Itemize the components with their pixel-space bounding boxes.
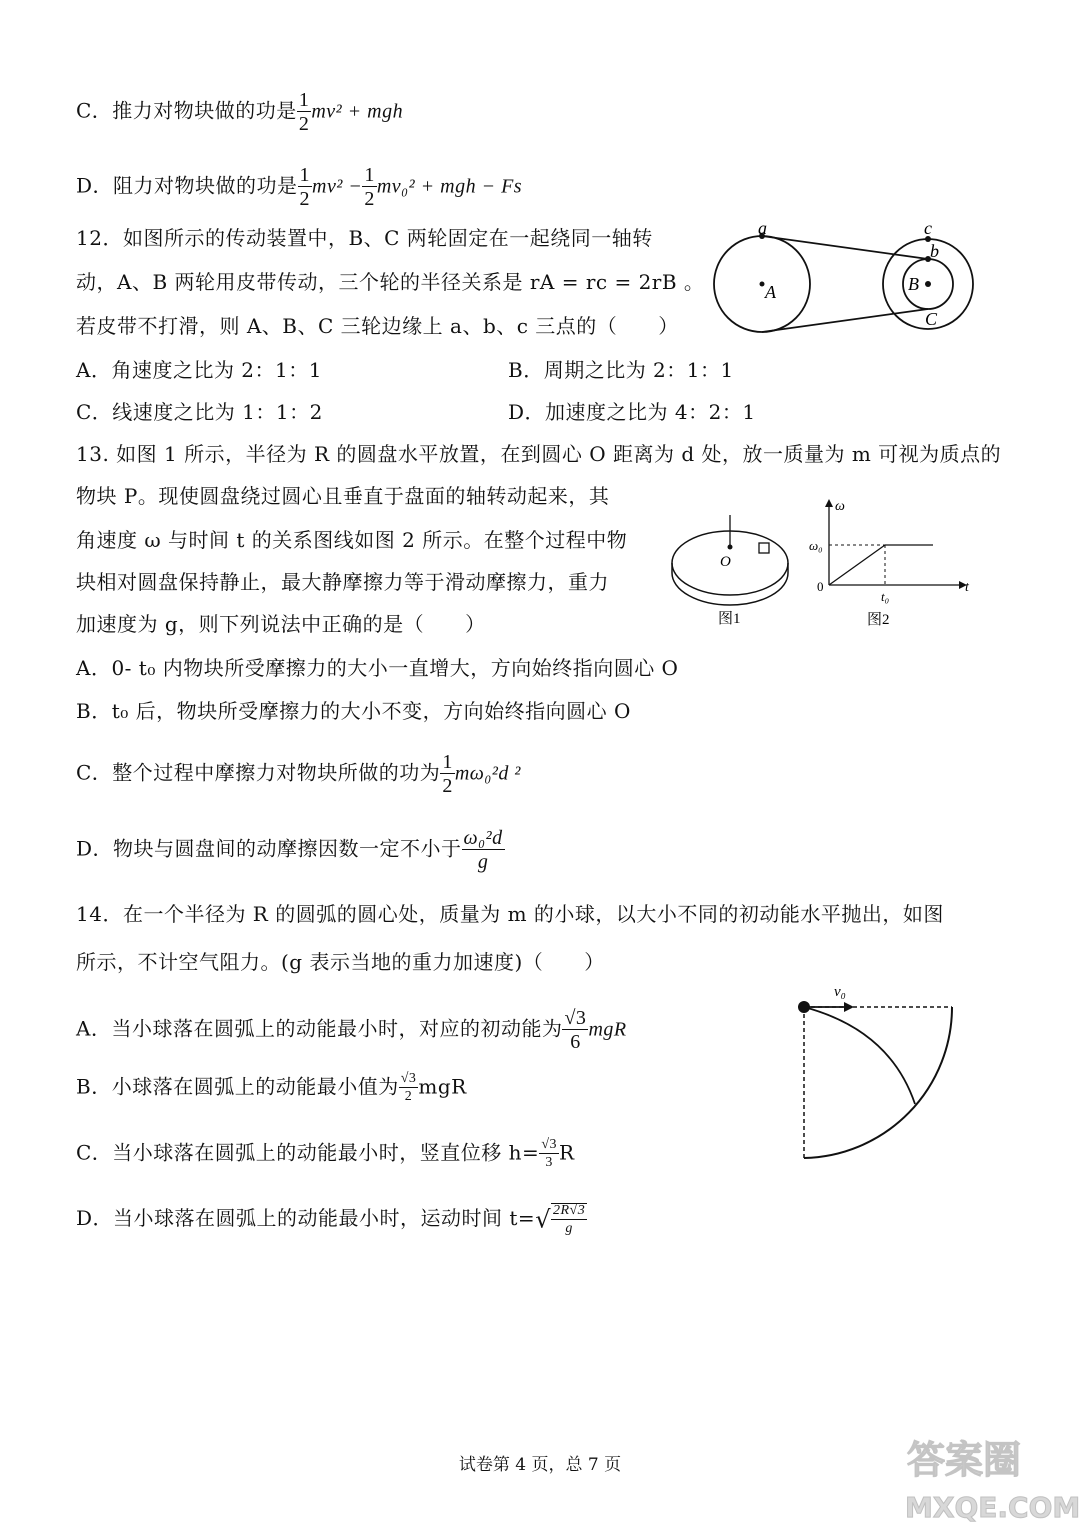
q11-option-d: D．阻力对物块做的功是 $\frac{1}{2}$ mv² − $\frac{1}{2}$ mv₀² + mgh − Fs [76,164,523,210]
label-a: a [758,222,767,238]
omega-axis-label: ω [835,499,845,514]
fraction: $\frac{\text{ω₀²d}}{g}$ [463,827,503,873]
fig2-caption: 图2 [867,612,890,628]
q12-line2: 动，A、B 两轮用皮带传动，三个轮的半径关系是 rA = rc = 2rB 。 [76,270,705,294]
q14-option-c: C．当小球落在圆弧上的动能最小时，竖直位移 h= $\frac{√3}{3}$ R [76,1137,575,1170]
fraction: $\frac{2R√3}{g}$ [552,1203,586,1236]
watermark-text: 答案圈 [907,1438,1022,1482]
q12-option-c: C．线速度之比为 1：1：2 [76,400,323,424]
label-c: c [924,222,932,238]
label-B: B [908,274,919,294]
watermark-domain: MXQE.COM [905,1491,1080,1524]
sqrt-sign: √ [535,1205,551,1234]
q13-line2: 物块 P。现使圆盘绕过圆心且垂直于盘面的轴转动起来，其 [76,484,610,508]
q13-option-c: C．整个过程中摩擦力对物块所做的功为 $\frac{1}{2}$ mω₀²d ² [76,751,521,797]
fraction: $\frac{√3}{6}$ [564,1007,587,1053]
origin-label: 0 [817,579,824,594]
projectile-arc-figure [790,980,965,1174]
q12-line3: 若皮带不打滑，则 A、B、C 三轮边缘上 a、b、c 三点的（ ） [76,314,679,338]
q13-option-b: B．t₀ 后，物块所受摩擦力的大小不变，方向始终指向圆心 O [76,699,631,723]
q14-line1: 14．在一个半径为 R 的圆弧的圆心处，质量为 m 的小球，以大小不同的初动能水平抛出，如图 [76,902,944,926]
label-C: C [925,309,938,329]
t-axis-label: t [965,580,969,595]
q13-line1: 13. 如图 1 所示，半径为 R 的圆盘水平放置，在到圆心 O 距离为 d 处，放一质量为 m 可视为质点的 [76,442,1002,466]
q12-option-d: D．加速度之比为 4：2：1 [508,400,756,424]
disk-figure [668,495,798,634]
q13-line4: 块相对圆盘保持静止，最大静摩擦力等于滑动摩擦力，重力 [76,570,609,594]
t0-label: t₀ [881,589,890,604]
q13-option-a: A．0- t₀ 内物块所受摩擦力的大小一直增大，方向始终指向圆心 O [76,656,679,680]
q14-line2: 所示，不计空气阻力。(g 表示当地的重力加速度)（ ） [76,950,605,974]
v0-label: v₀ [834,984,846,1000]
fig1-caption: 图1 [718,611,741,627]
fraction: $\frac{√3}{3}$ [541,1137,557,1170]
omega-time-graph [805,493,980,634]
q14-option-a: A．当小球落在圆弧上的动能最小时，对应的初动能为 $\frac{√3}{6}$ mgR [76,1007,627,1053]
label-b: b [930,241,939,261]
q13-line3: 角速度 ω 与时间 t 的关系图线如图 2 所示。在整个过程中物 [76,528,628,552]
fraction: $\frac{√3}{2}$ [400,1071,417,1104]
fraction: $\frac{1}{2}$ [442,751,453,797]
pulley-diagram [700,222,990,351]
q12-option-a: A．角速度之比为 2：1：1 [76,358,322,382]
q12-option-b: B．周期之比为 2：1：1 [508,358,734,382]
fraction: $\frac{1}{2}$ [299,164,311,210]
label-O: O [720,554,731,570]
page-footer: 试卷第 4 页，总 7 页 [458,1455,622,1475]
q14-option-b: B．小球落在圆弧上的动能最小值为 $\frac{√3}{2}$ mgR [76,1071,467,1104]
fraction: $\frac{1}{2}$ [298,89,310,135]
label-A: A [765,282,776,302]
watermark-logo [895,1415,1080,1525]
omega0-label: ω₀ [809,538,823,553]
fraction: $\frac{1}{2}$ [364,164,375,210]
q13-line5: 加速度为 g，则下列说法中正确的是（ ） [76,612,486,636]
q14-option-d: D．当小球落在圆弧上的动能最小时，运动时间 t=√ $\frac{2R√3}{g}$ [76,1203,586,1236]
q13-option-d: D．物块与圆盘间的动摩擦因数一定不小于 $\frac{\text{ω₀²d}}{g}$ [76,827,503,873]
q11-option-c: C．推力对物块做的功是 $\frac{1}{2}$ mv² + mgh [76,89,404,135]
q12-line1: 12．如图所示的传动装置中，B、C 两轮固定在一起绕同一轴转 [76,226,653,250]
